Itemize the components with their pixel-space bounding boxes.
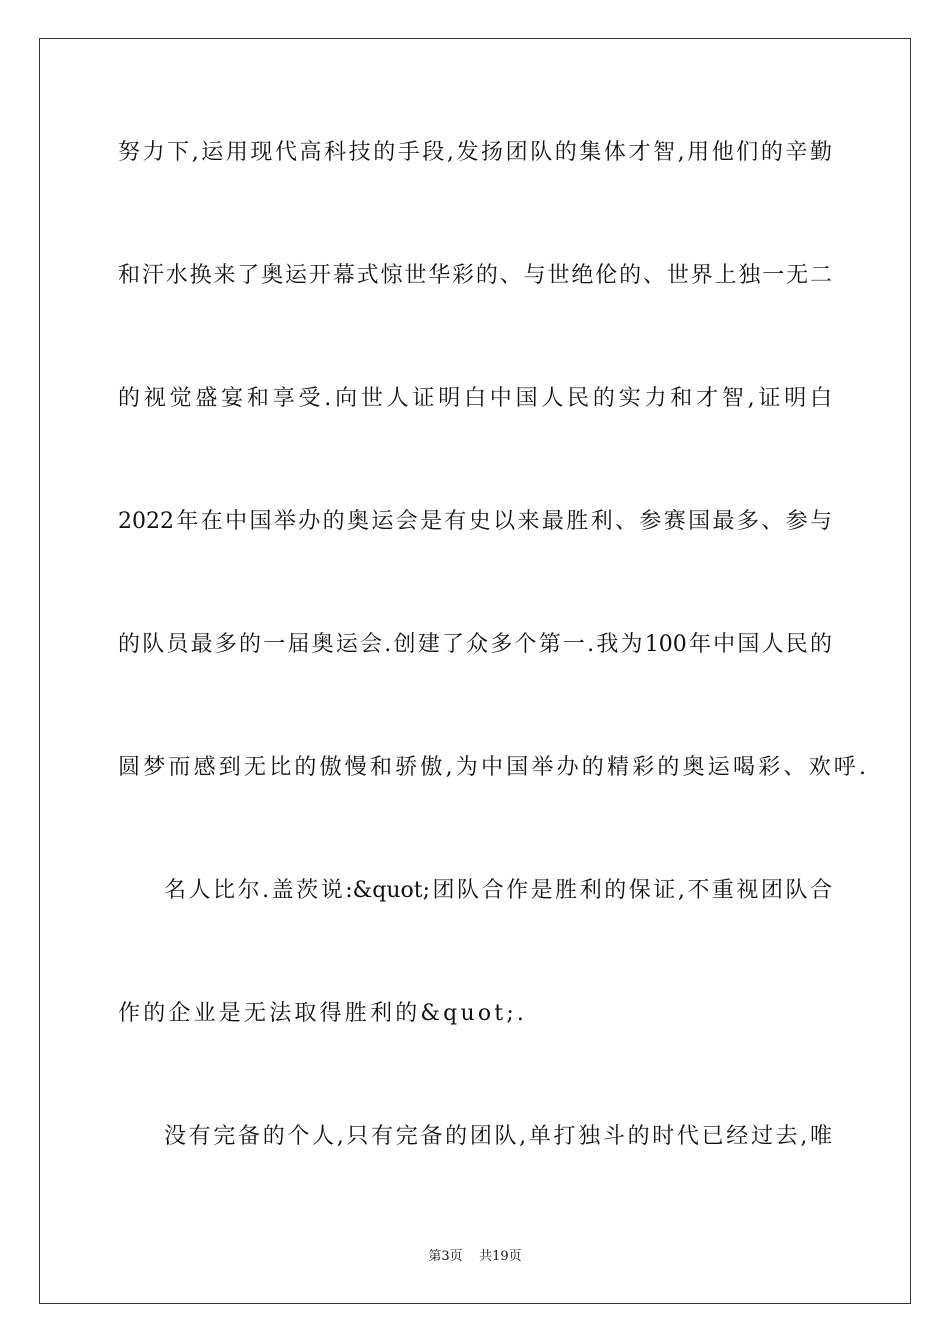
page-number: 第3页 xyxy=(428,1249,463,1264)
page-total: 共19页 xyxy=(479,1249,522,1264)
text-line-9: 没有完备的个人,只有完备的团队,单打独斗的时代已经过去,唯 xyxy=(164,1124,832,1149)
text-line-8: 作的企业是无法取得胜利的&quot;. xyxy=(118,1001,528,1026)
text-line-4: 2022年在中国举办的奥运会是有史以来最胜利、参赛国最多、参与 xyxy=(118,509,832,534)
page-footer xyxy=(0,1248,950,1266)
page-border xyxy=(39,38,911,1304)
text-line-2: 和汗水换来了奥运开幕式惊世华彩的、与世绝伦的、世界上独一无二 xyxy=(118,263,832,288)
text-line-3: 的视觉盛宴和享受.向世人证明白中国人民的实力和才智,证明白 xyxy=(118,386,832,411)
text-line-5: 的队员最多的一届奥运会.创建了众多个第一.我为100年中国人民的 xyxy=(118,632,832,657)
text-line-1: 努力下,运用现代高科技的手段,发扬团队的集体才智,用他们的辛勤 xyxy=(118,140,832,165)
text-line-6: 圆梦而感到无比的傲慢和骄傲,为中国举办的精彩的奥运喝彩、欢呼. xyxy=(118,755,870,780)
text-line-7: 名人比尔.盖茨说:&quot;团队合作是胜利的保证,不重视团队合 xyxy=(164,878,832,903)
